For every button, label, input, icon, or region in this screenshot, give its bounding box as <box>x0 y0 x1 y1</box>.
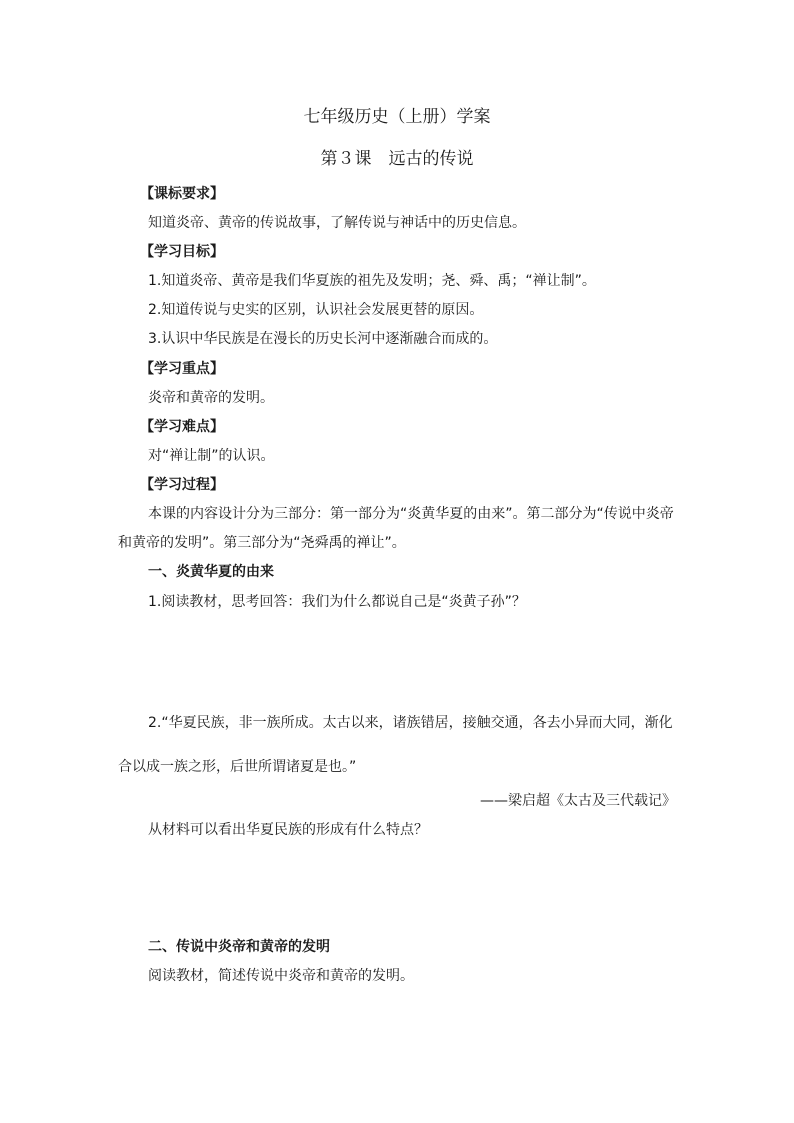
objectives-heading: 【学习目标】 <box>140 244 224 260</box>
part1-question-1: 1.阅读教材，思考回答：我们为什么都说自己是“炎黄子孙”？ <box>148 594 526 610</box>
part1-quote-line: 2.“华夏民族，非一族所成。太古以来，诸族错居，接触交通，各去小异而大同，渐化 <box>148 715 673 731</box>
part2-text: 阅读教材，简述传说中炎帝和黄帝的发明。 <box>148 968 414 984</box>
objective-item: 2.知道传说与史实的区别，认识社会发展更替的原因。 <box>148 302 484 318</box>
curriculum-heading: 【课标要求】 <box>140 186 224 202</box>
curriculum-text: 知道炎帝、黄帝的传说故事，了解传说与神话中的历史信息。 <box>148 215 526 231</box>
document-title: 七年级历史（上册）学案 <box>303 107 491 127</box>
objective-item: 1.知道炎帝、黄帝是我们华夏族的祖先及发明；尧、舜、禹；“禅让制”。 <box>148 273 596 289</box>
objective-item: 3.认识中华民族是在漫长的历史长河中逐渐融合而成的。 <box>148 331 498 347</box>
part1-question-2: 从材料可以看出华夏民族的形成有什么特点？ <box>148 822 428 838</box>
part1-heading: 一、炎黄华夏的由来 <box>148 564 274 580</box>
lesson-title: 第３课 远古的传说 <box>320 149 474 169</box>
part1-quote-line: 合以成一族之形，后世所谓诸夏是也。” <box>118 759 357 775</box>
keypoints-text: 炎帝和黄帝的发明。 <box>148 390 274 406</box>
difficulties-text: 对“禅让制”的认识。 <box>148 448 275 464</box>
part2-heading: 二、传说中炎帝和黄帝的发明 <box>148 939 330 955</box>
quote-source: ——梁启超《太古及三代载记》 <box>480 793 676 809</box>
process-heading: 【学习过程】 <box>140 477 224 493</box>
keypoints-heading: 【学习重点】 <box>140 361 224 377</box>
process-intro-line: 本课的内容设计分为三部分：第一部分为“炎黄华夏的由来”。第二部分为“传说中炎帝 <box>148 506 674 522</box>
difficulties-heading: 【学习难点】 <box>140 419 224 435</box>
process-intro-line: 和黄帝的发明”。第三部分为“尧舜禹的禅让”。 <box>118 535 406 551</box>
